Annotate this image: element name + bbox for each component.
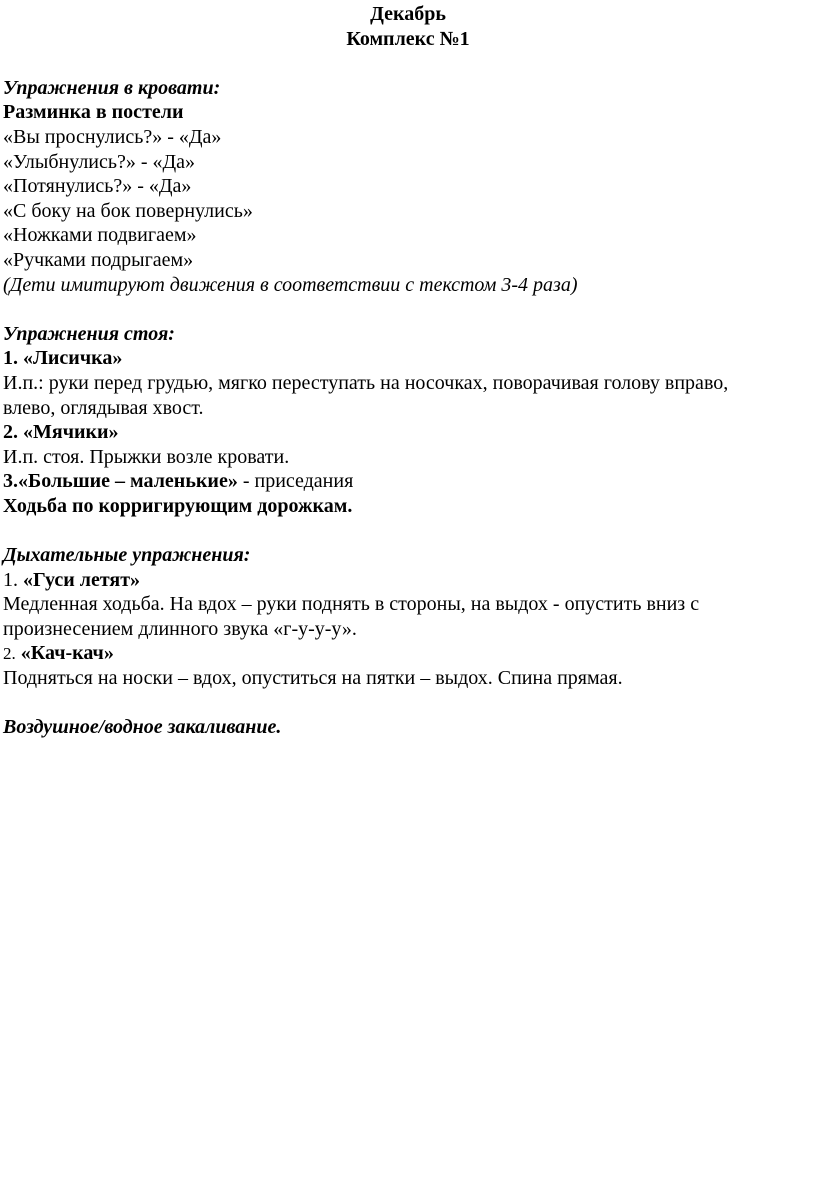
fox-exercise-title: 1. «Лисичка» <box>3 347 123 370</box>
spacer <box>0 51 816 76</box>
balls-exercise-text: И.п. стоя. Прыжки возле кровати. <box>3 445 290 468</box>
bed-line-4: «С боку на бок повернулись» <box>3 199 253 222</box>
complex-title: Комплекс №1 <box>346 27 470 50</box>
geese-exercise-number: 1. <box>3 568 18 591</box>
bed-note: (Дети имитируют движения в соответствии с текстом 3-4 раза) <box>3 273 578 296</box>
swing-exercise-line <box>0 641 816 666</box>
swing-exercise-text: Подняться на носки – вдох, опуститься на пятки – выдох. Спина прямая. <box>3 667 623 690</box>
squats-exercise-line <box>0 469 816 494</box>
bed-line-2: «Улыбнулись?» - «Да» <box>3 150 196 173</box>
document-page <box>0 2 816 740</box>
balls-exercise-title: 2. «Мячики» <box>3 421 119 444</box>
breathing-section-heading: Дыхательные упражнения: <box>3 544 251 567</box>
hardening-heading: Воздушное/водное закаливание. <box>3 716 282 739</box>
bed-line-3: «Потянулись?» - «Да» <box>3 175 192 198</box>
month-title: Декабрь <box>370 3 446 25</box>
spacer <box>0 297 816 322</box>
squats-exercise-suffix: - приседания <box>237 470 354 493</box>
geese-exercise-text-1: Медленная ходьба. На вдох – руки поднять в стороны, на выдох - опустить вниз с <box>3 593 700 616</box>
geese-exercise-text-2: произнесением длинного звука «г-у-у-у». <box>3 617 357 640</box>
spacer <box>0 518 816 543</box>
squats-exercise-title: 3.«Большие – маленькие» <box>3 470 238 493</box>
geese-exercise-line <box>0 568 816 593</box>
bed-line-1: «Вы проснулись?» - «Да» <box>3 125 222 148</box>
fox-exercise-text-2: влево, оглядывая хвост. <box>3 396 204 419</box>
standing-section-heading: Упражнения стоя: <box>3 322 175 345</box>
bed-warmup-subheading: Разминка в постели <box>3 101 184 124</box>
fox-exercise-text-1: И.п.: руки перед грудью, мягко переступать на носочках, поворачивая голову вправо, <box>3 371 729 394</box>
swing-exercise-title: «Кач-кач» <box>20 642 114 665</box>
geese-exercise-title: «Гуси летят» <box>23 568 141 591</box>
corrective-walk: Ходьба по корригирующим дорожкам. <box>3 494 353 517</box>
bed-line-5: «Ножками подвигаем» <box>3 224 197 247</box>
swing-exercise-number: 2. <box>3 644 16 664</box>
bed-line-6: «Ручками подрыгаем» <box>3 248 194 271</box>
bed-section-heading: Упражнения в кровати: <box>3 76 221 99</box>
spacer <box>0 691 816 716</box>
